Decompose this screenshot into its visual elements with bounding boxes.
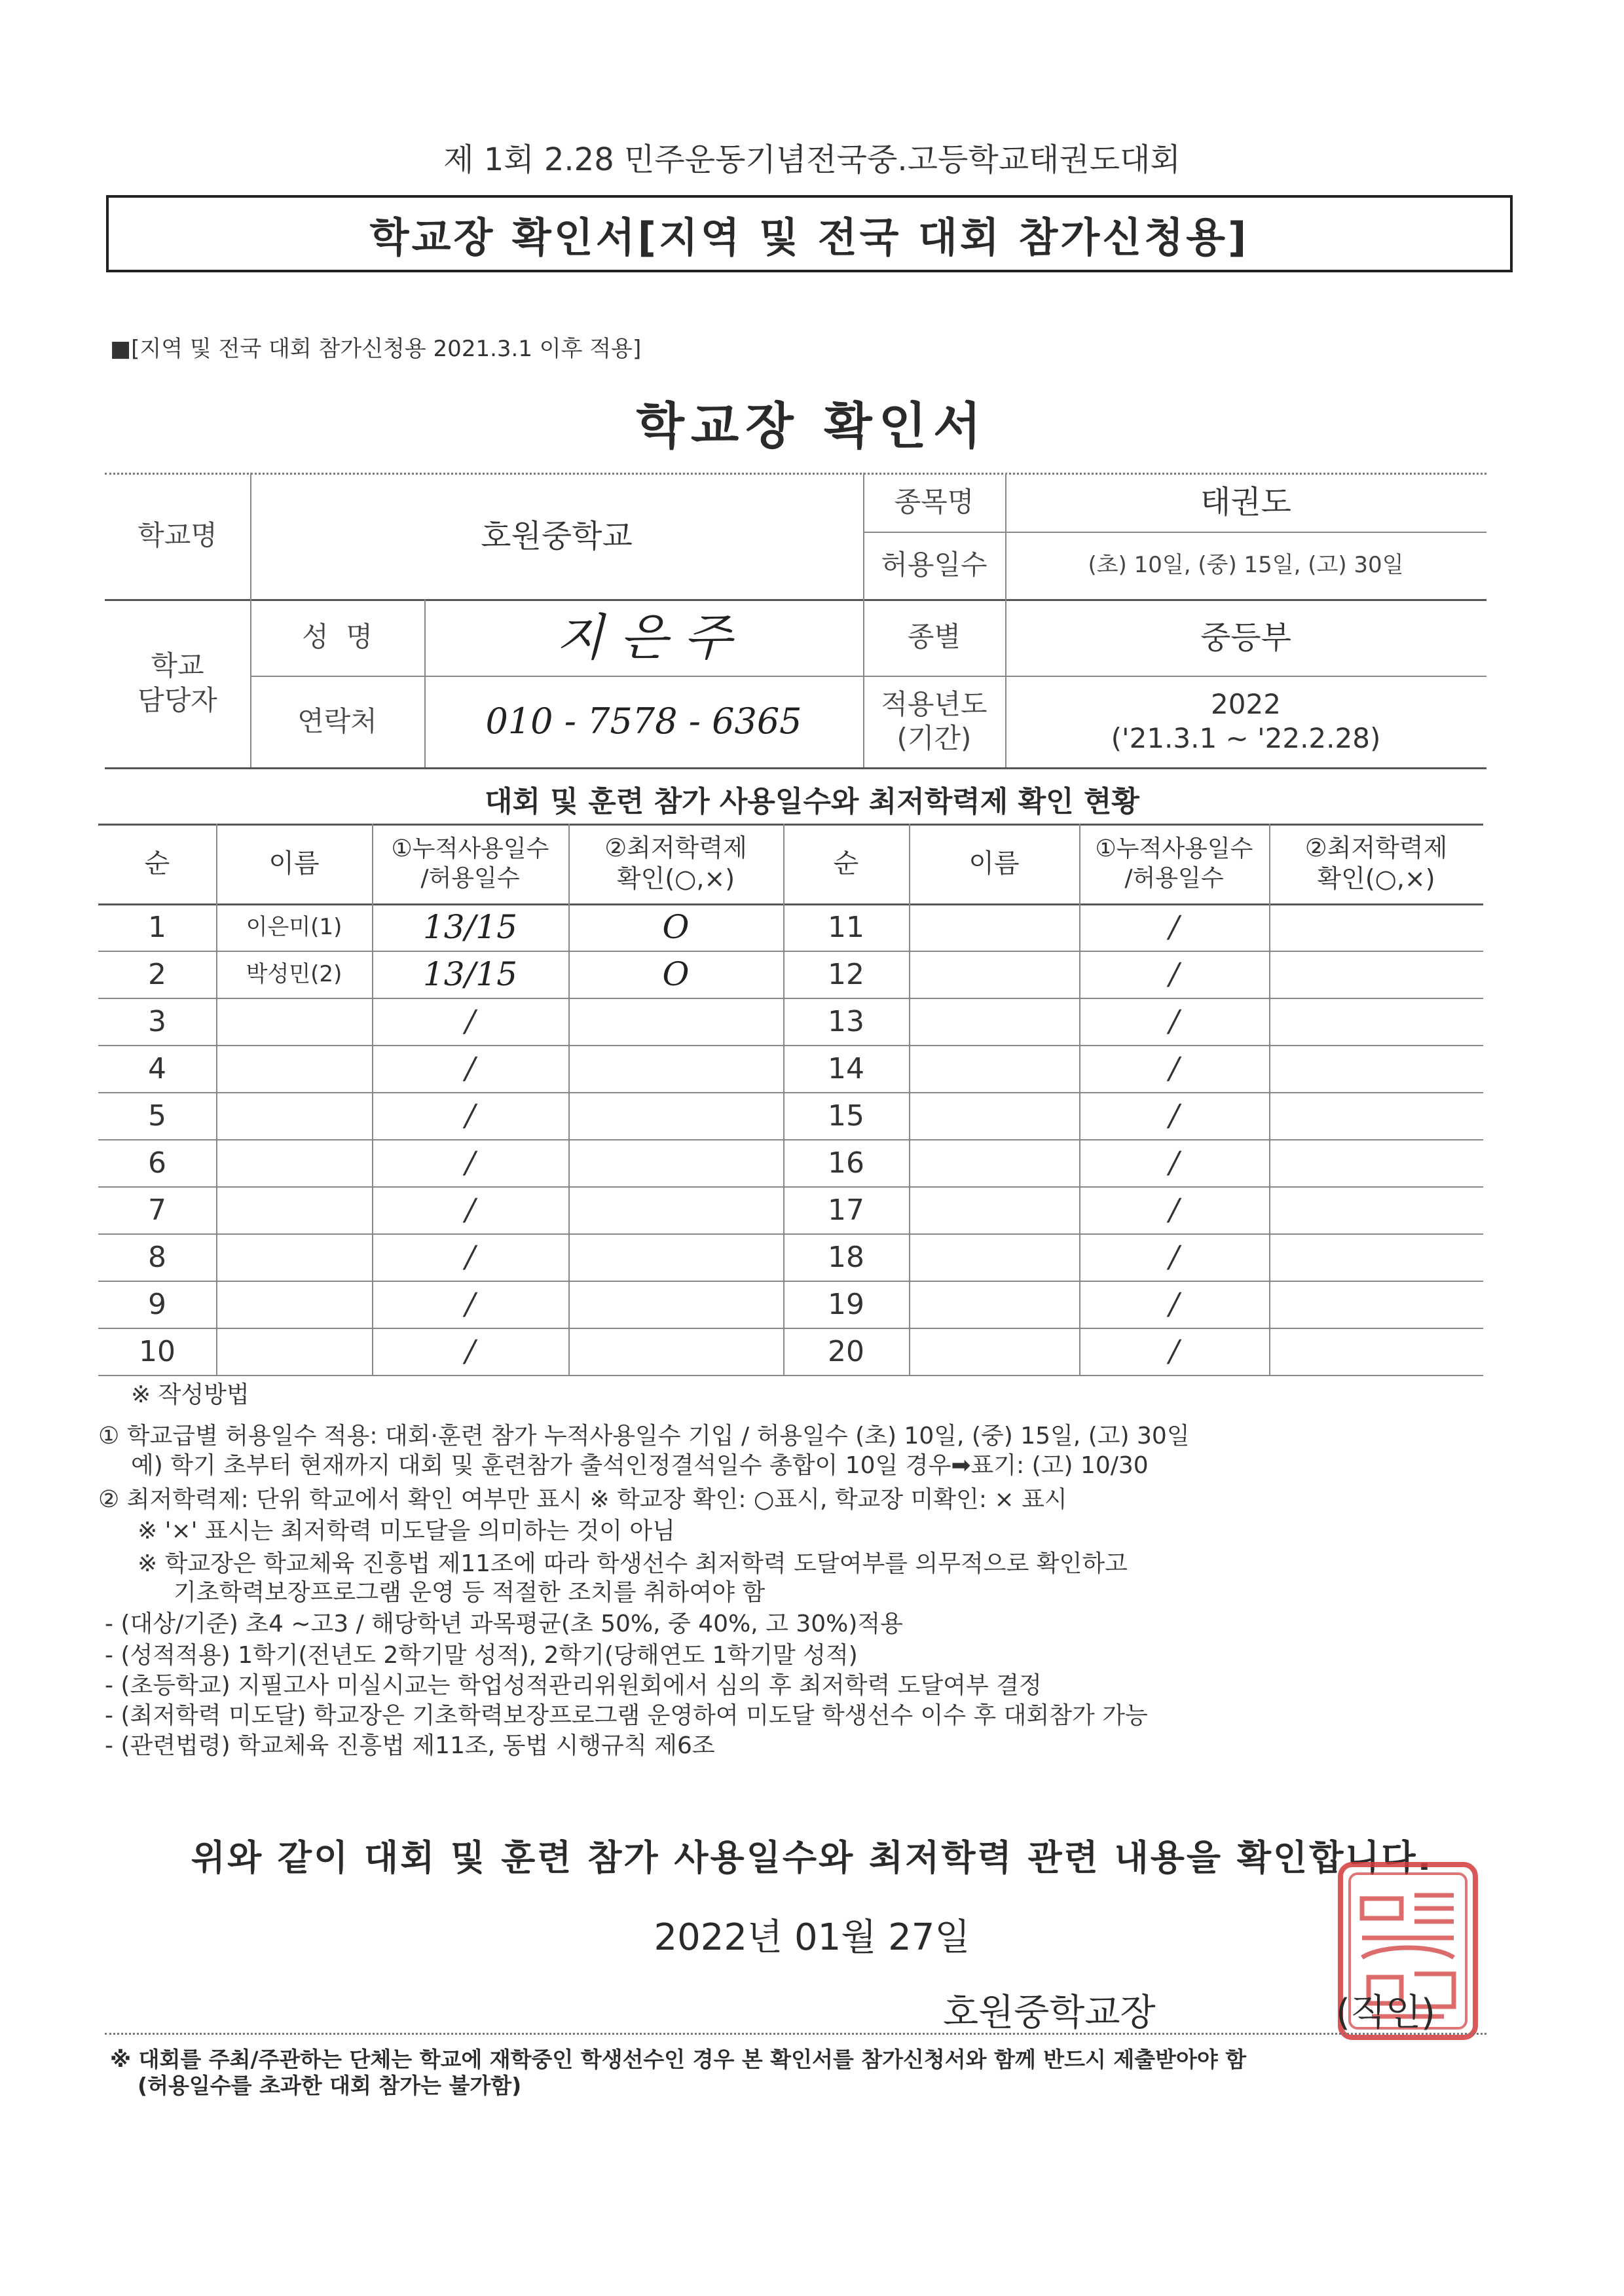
row-min-academic-check <box>1269 998 1483 1045</box>
row-days-used: / <box>465 1192 475 1228</box>
row-days-used: / <box>465 1286 475 1322</box>
row-min-academic-check <box>1269 903 1483 951</box>
instruction-line: - (초등학교) 지필고사 미실시교는 학업성적관리위원회에서 심의 후 최저학력 도달여부 결정 <box>105 1672 1042 1699</box>
event-title: 제 1회 2.28 민주운동기념전국중.고등학교태권도대회 <box>443 141 1181 178</box>
header-check-line1: ②최저학력제 <box>1304 833 1448 862</box>
applicable-year-value <box>1005 676 1486 767</box>
row-min-academic-check <box>568 1045 783 1092</box>
row-student-name <box>216 1233 372 1281</box>
header-days-line1: ①누적사용일수 <box>1095 835 1253 862</box>
row-days-used: / <box>465 1239 475 1275</box>
instruction-line: ※ '×' 표시는 최저학력 미도달을 의미하는 것이 아님 <box>138 1518 675 1544</box>
row-seq: 5 <box>148 1099 166 1133</box>
row-seq: 18 <box>828 1240 864 1274</box>
row-seq: 10 <box>139 1334 175 1368</box>
row-days-used: / <box>465 1097 475 1133</box>
row-seq: 16 <box>828 1146 864 1180</box>
row-seq: 12 <box>828 957 864 991</box>
row-days-used: / <box>1169 909 1179 945</box>
row-seq: 1 <box>148 910 166 944</box>
row-days-used: 13/15 <box>422 955 518 993</box>
row-seq: 7 <box>148 1193 166 1227</box>
row-days-used: / <box>1169 1144 1179 1180</box>
applies-note: ■[지역 및 전국 대회 참가신청용 2021.3.1 이후 적용] <box>110 336 642 362</box>
row-days-used: / <box>1169 1192 1179 1228</box>
applicable-year-label-line2: (기간) <box>896 722 972 754</box>
instruction-line: - (최저학력 미도달) 학교장은 기초학력보장프로그램 운영하여 미도달 학생선수 이수 후 대회참가 가능 <box>105 1702 1148 1729</box>
row-seq: 4 <box>148 1051 166 1085</box>
table-row-rule <box>98 1375 1483 1376</box>
contact-person-label-line2: 담당자 <box>138 683 217 716</box>
header-seq-left: 순 <box>144 848 170 879</box>
instruction-line: ※ 학교장은 학교체육 진흥법 제11조에 따라 학생선수 최저학력 도달여부를 의무적으로 확인하고 <box>138 1550 1128 1577</box>
applicable-year-value-line1: 2022 <box>1211 687 1281 720</box>
instruction-line: ② 최저학력제: 단위 학교에서 확인 여부만 표시 ※ 학교장 확인: ○표시, 학교장 미확인: × 표시 <box>98 1486 1067 1513</box>
header-days-line2: /허용일수 <box>1124 865 1224 892</box>
row-seq: 15 <box>828 1099 864 1133</box>
row-min-academic-check: O <box>662 907 690 946</box>
row-days-used: / <box>1169 1239 1179 1275</box>
instruction-line: - (관련법령) 학교체육 진흥법 제11조, 동법 시행규칙 제6조 <box>105 1732 715 1759</box>
row-days-used: / <box>465 1333 475 1369</box>
row-student-name <box>216 1045 372 1092</box>
row-min-academic-check <box>568 998 783 1045</box>
row-min-academic-check <box>568 1233 783 1281</box>
row-days-used: / <box>1169 1333 1179 1369</box>
row-student-name <box>909 1092 1079 1139</box>
sport-value: 태권도 <box>1200 484 1292 520</box>
row-min-academic-check <box>1269 1045 1483 1092</box>
row-min-academic-check <box>1269 951 1483 998</box>
applicable-year-value-line2: ('21.3.1 ~ '22.2.28) <box>1111 722 1381 754</box>
division-label: 종별 <box>907 621 961 653</box>
person-name-label: 성 명 <box>302 621 373 653</box>
row-days-used: / <box>465 1144 475 1180</box>
document-title: 학교장 확인서[지역 및 전국 대회 참가신청용] <box>369 213 1249 261</box>
row-student-name <box>909 951 1079 998</box>
header-days-line1: ①누적사용일수 <box>391 835 549 862</box>
row-student-name <box>909 903 1079 951</box>
row-seq: 14 <box>828 1051 864 1085</box>
row-student-name <box>216 1139 372 1186</box>
row-days-used: / <box>465 1003 475 1039</box>
header-days-left <box>372 824 568 903</box>
document-title-box <box>106 195 1513 272</box>
row-seq: 6 <box>148 1146 166 1180</box>
instruction-line: ① 학교급별 허용일수 적용: 대회·훈련 참가 누적사용일수 기입 / 허용일수 (초) 10일, (중) 15일, (고) 30일 <box>98 1423 1190 1449</box>
header-check-line2: 확인(○,×) <box>616 864 735 893</box>
form-title: 학교장 확인서 <box>636 397 988 455</box>
header-days-right <box>1079 824 1269 903</box>
allowed-days-value: (초) 10일, (중) 15일, (고) 30일 <box>1088 552 1404 579</box>
row-student-name <box>909 1328 1079 1375</box>
instruction-line: - (대상/기준) 초4 ~고3 / 해당학년 과목평균(초 50%, 중 40%, 고 30%)적용 <box>105 1611 903 1637</box>
row-seq: 3 <box>148 1004 166 1038</box>
row-min-academic-check <box>568 1328 783 1375</box>
row-student-name: 이은미(1) <box>246 913 342 940</box>
row-student-name <box>909 1233 1079 1281</box>
division-value: 중등부 <box>1200 619 1292 656</box>
row-min-academic-check <box>1269 1186 1483 1233</box>
header-seq-right: 순 <box>833 848 859 879</box>
header-name-right: 이름 <box>969 848 1020 879</box>
row-days-used: / <box>1169 1097 1179 1133</box>
row-min-academic-check <box>568 1139 783 1186</box>
principal-name: 호원중학교장 <box>943 1992 1156 2034</box>
footer-note: ※ 대회를 주최/주관하는 단체는 학교에 재학중인 학생선수인 경우 본 확인서를 참가신청서와 함께 반드시 제출받아야 함 <box>110 2047 1247 2072</box>
row-seq: 8 <box>148 1240 166 1274</box>
row-seq: 17 <box>828 1193 864 1227</box>
row-student-name <box>909 1139 1079 1186</box>
row-min-academic-check <box>1269 1139 1483 1186</box>
row-days-used: / <box>1169 956 1179 992</box>
row-seq: 11 <box>828 910 864 944</box>
instruction-line: - (성적적용) 1학기(전년도 2학기말 성적), 2학기(당해연도 1학기말 성적) <box>105 1642 858 1669</box>
instruction-line: 예) 학기 초부터 현재까지 대회 및 훈련참가 출석인정결석일수 총합이 10일 경우➡표기: (고) 10/30 <box>131 1452 1149 1479</box>
row-days-used: / <box>1169 1050 1179 1086</box>
row-min-academic-check <box>1269 1328 1483 1375</box>
row-seq: 19 <box>828 1287 864 1321</box>
row-min-academic-check: O <box>662 955 690 993</box>
row-days-used: / <box>465 1050 475 1086</box>
applicable-year-label <box>863 676 1005 767</box>
row-seq: 13 <box>828 1004 864 1038</box>
row-min-academic-check <box>1269 1092 1483 1139</box>
info-table-bottom-rule <box>105 767 1486 769</box>
row-student-name <box>216 1186 372 1233</box>
header-check-line2: 확인(○,×) <box>1317 864 1435 893</box>
school-name-label: 학교명 <box>138 519 217 552</box>
school-name-value: 호원중학교 <box>481 517 633 555</box>
row-student-name <box>909 998 1079 1045</box>
sport-label: 종목명 <box>894 485 974 518</box>
row-student-name <box>216 998 372 1045</box>
row-student-name <box>909 1045 1079 1092</box>
footer-rule <box>105 2033 1486 2035</box>
contact-person-label <box>105 599 250 767</box>
row-days-used: / <box>1169 1286 1179 1322</box>
row-student-name <box>216 1281 372 1328</box>
header-check-right <box>1269 824 1483 903</box>
instruction-line: 기초학력보장프로그램 운영 등 적절한 조치를 취하여야 함 <box>174 1579 766 1606</box>
header-name-left: 이름 <box>268 848 320 879</box>
row-seq: 20 <box>828 1334 864 1368</box>
phone-label: 연락처 <box>297 704 377 737</box>
row-min-academic-check <box>568 1092 783 1139</box>
row-student-name <box>909 1281 1079 1328</box>
row-student-name: 박성민(2) <box>246 960 342 987</box>
header-check-left <box>568 824 783 903</box>
header-check-line1: ②최저학력제 <box>604 833 747 862</box>
status-heading: 대회 및 훈련 참가 사용일수와 최저학력제 확인 현황 <box>485 785 1139 818</box>
phone-value: 010 - 7578 - 6365 <box>485 701 802 742</box>
seal-mark: (직인) <box>1336 1992 1435 2034</box>
row-min-academic-check <box>1269 1281 1483 1328</box>
contact-person-label-line1: 학교 <box>151 649 204 682</box>
instructions-heading: ※ 작성방법 <box>131 1381 249 1408</box>
row-seq: 9 <box>148 1287 166 1321</box>
footer-note-sub: (허용일수를 초과한 대회 참가는 불가함) <box>138 2073 522 2098</box>
row-student-name <box>216 1092 372 1139</box>
allowed-days-label: 허용일수 <box>881 549 987 581</box>
person-name-value: 지 은 주 <box>555 608 732 666</box>
row-min-academic-check <box>1269 1233 1483 1281</box>
header-days-line2: /허용일수 <box>420 865 520 892</box>
row-min-academic-check <box>568 1281 783 1328</box>
confirmation-statement: 위와 같이 대회 및 훈련 참가 사용일수와 최저학력 관련 내용을 확인합니다. <box>191 1837 1433 1878</box>
row-student-name <box>216 1328 372 1375</box>
row-student-name <box>909 1186 1079 1233</box>
row-days-used: 13/15 <box>422 907 518 946</box>
issue-date: 2022년 01월 27일 <box>654 1916 970 1959</box>
row-min-academic-check <box>568 1186 783 1233</box>
row-days-used: / <box>1169 1003 1179 1039</box>
applicable-year-label-line1: 적용년도 <box>881 687 987 720</box>
row-seq: 2 <box>148 957 166 991</box>
